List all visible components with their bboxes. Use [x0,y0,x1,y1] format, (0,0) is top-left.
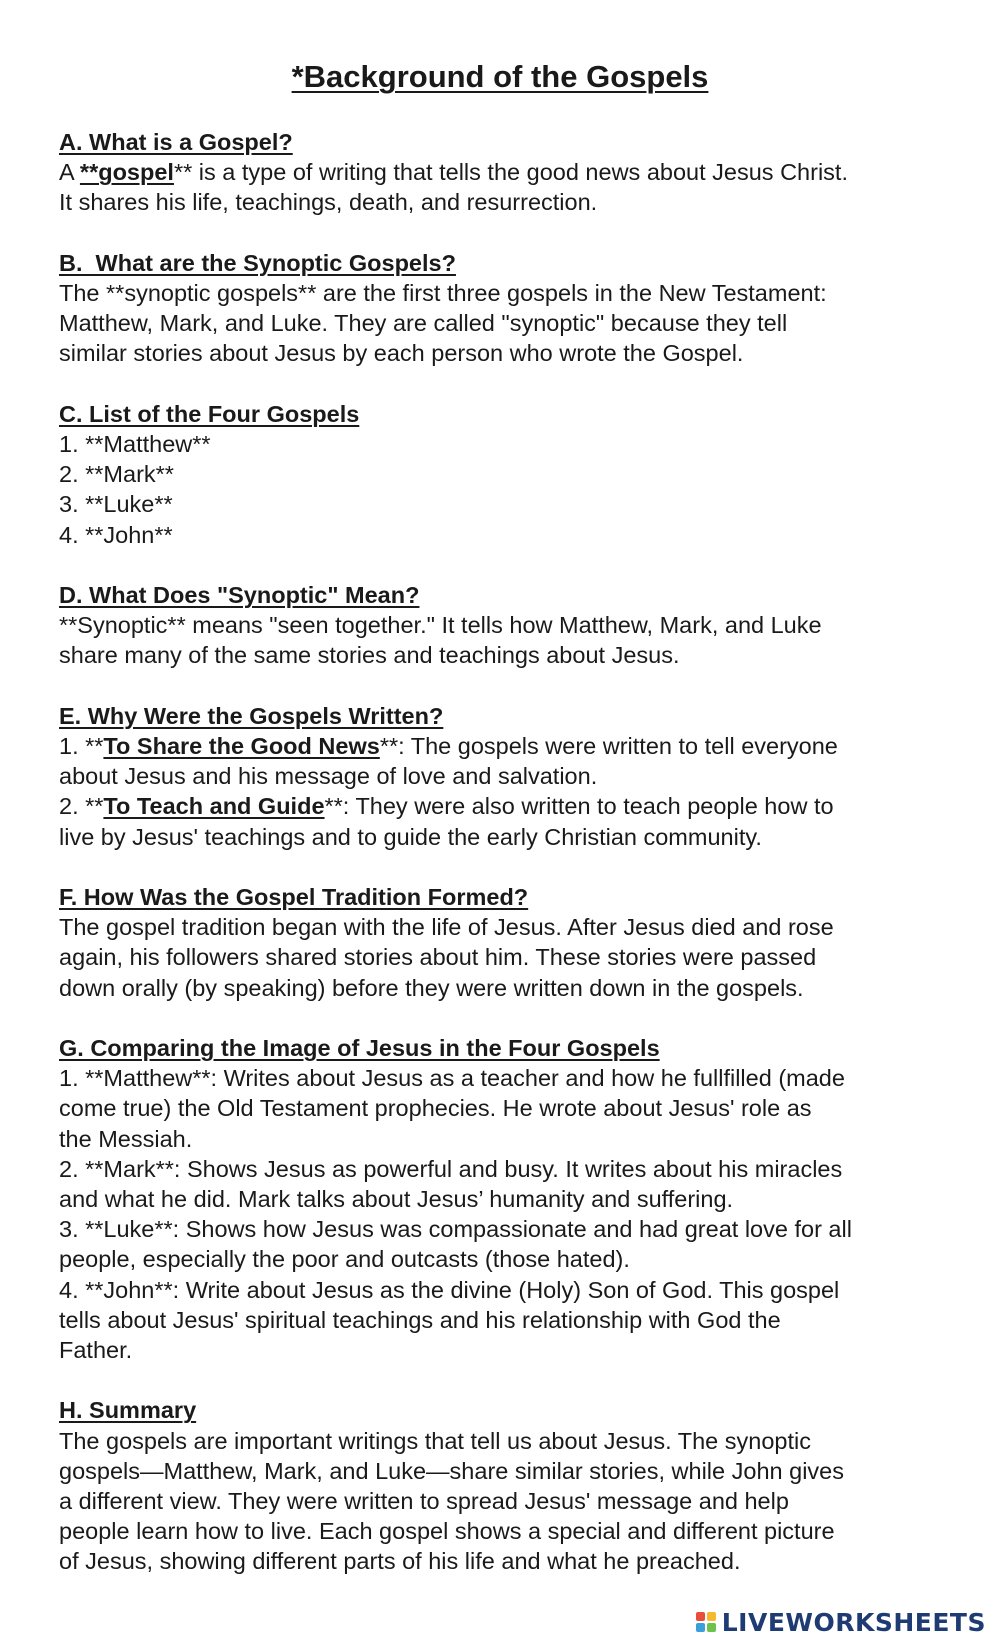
section-gospel-tradition [59,882,959,1003]
section-text-line: and what he did. Mark talks about Jesus’ humanity and suffering. [59,1186,734,1213]
section-text-line: about Jesus and his message of love and salvation. [59,763,598,790]
section-text-line: come true) the Old Testament prophecies. He wrote about Jesus' role as [59,1095,812,1122]
section-text-line: share many of the same stories and teachings about Jesus. [59,642,680,669]
section-heading: F. How Was the Gospel Tradition Formed? [59,884,529,910]
logo-text: LIVEWORKSHEETS [721,1607,986,1637]
section-text-line: people, especially the poor and outcasts (those hated). [59,1246,630,1273]
section-text-line: similar stories about Jesus by each person who wrote the Gospel. [59,340,744,367]
section-comparing-jesus [59,1033,959,1365]
emphasized-term: To Teach and Guide [103,793,325,820]
text-fragment: A [59,159,80,186]
logo-square [707,1623,716,1632]
section-text-line: the Messiah. [59,1125,193,1152]
list-item: 3. **Luke** [59,491,173,518]
emphasized-term: **gospel [79,159,174,186]
text-fragment: **: They were also written to teach people how to [324,793,834,820]
section-text-line [59,157,959,187]
section-text-line: 1. **Matthew**: Writes about Jesus as a teacher and how he fullfilled (made [59,1065,845,1092]
section-text-line: Matthew, Mark, and Luke. They are called "synoptic" because they tell [59,310,788,337]
section-heading: G. Comparing the Image of Jesus in the Four Gospels [59,1035,660,1061]
section-heading: B. What are the Synoptic Gospels? [59,249,456,276]
section-text-line: of Jesus, showing different parts of his life and what he preached. [59,1548,741,1575]
section-text-line: 2. **Mark**: Shows Jesus as powerful and busy. It writes about his miracles [59,1155,843,1182]
section-synoptic-gospels [59,248,959,369]
text-fragment: 1. ** [59,733,104,759]
worksheet-content [59,127,959,1607]
section-text-line: 4. **John**: Write about Jesus as the divine (Holy) Son of God. This gospel [59,1276,840,1303]
list-item [59,791,959,821]
list-item: 4. **John** [59,521,173,548]
section-text-line: people learn how to live. Each gospel shows a special and different picture [59,1518,835,1545]
section-text-line: The gospels are important writings that tell us about Jesus. The synoptic [59,1427,811,1454]
section-text-line: The **synoptic gospels** are the first three gospels in the New Testament: [59,280,827,306]
section-synoptic-meaning [59,580,959,671]
logo-squares-icon [696,1612,716,1632]
page-title: *Background of the Gospels [291,59,709,94]
section-text-line: a different view. They were written to spread Jesus' message and help [59,1488,789,1515]
section-why-written [59,701,959,852]
section-text-line: tells about Jesus' spiritual teachings and his relationship with God the [59,1306,781,1333]
section-heading: H. Summary [59,1397,197,1424]
emphasized-term: To Share the Good News [103,733,380,759]
text-fragment: **: The gospels were written to tell everyone [379,733,838,759]
list-item [59,731,959,761]
section-heading: C. List of the Four Gospels [59,400,360,427]
section-text-line: again, his followers shared stories about him. These stories were passed [59,944,817,971]
list-item: 1. **Matthew** [59,431,211,457]
section-text-line: live by Jesus' teachings and to guide the early Christian community. [59,823,762,850]
text-fragment: ** is a type of writing that tells the good news about Jesus Christ. [173,159,848,186]
section-text-line: It shares his life, teachings, death, and resurrection. [59,189,598,216]
section-text-line: 3. **Luke**: Shows how Jesus was compassionate and had great love for all [59,1216,852,1243]
section-text-line: The gospel tradition began with the life of Jesus. After Jesus died and rose [59,914,834,941]
section-summary [59,1395,959,1576]
section-heading: A. What is a Gospel? [59,129,293,155]
section-text-line: Father. [59,1337,133,1364]
section-text-line: down orally (by speaking) before they were written down in the gospels. [59,974,804,1001]
text-fragment: 2. ** [59,793,104,820]
section-heading: E. Why Were the Gospels Written? [59,702,444,729]
section-heading: D. What Does "Synoptic" Mean? [59,582,420,608]
list-item: 2. **Mark** [59,461,174,488]
logo-square [707,1612,716,1621]
section-text-line: **Synoptic** means "seen together." It tells how Matthew, Mark, and Luke [59,612,822,639]
liveworksheets-logo [696,1604,986,1640]
logo-square [696,1623,705,1632]
section-text-line: gospels—Matthew, Mark, and Luke—share similar stories, while John gives [59,1457,844,1484]
section-what-is-a-gospel [59,127,959,218]
section-list-of-gospels [59,399,959,550]
logo-square [696,1612,705,1621]
